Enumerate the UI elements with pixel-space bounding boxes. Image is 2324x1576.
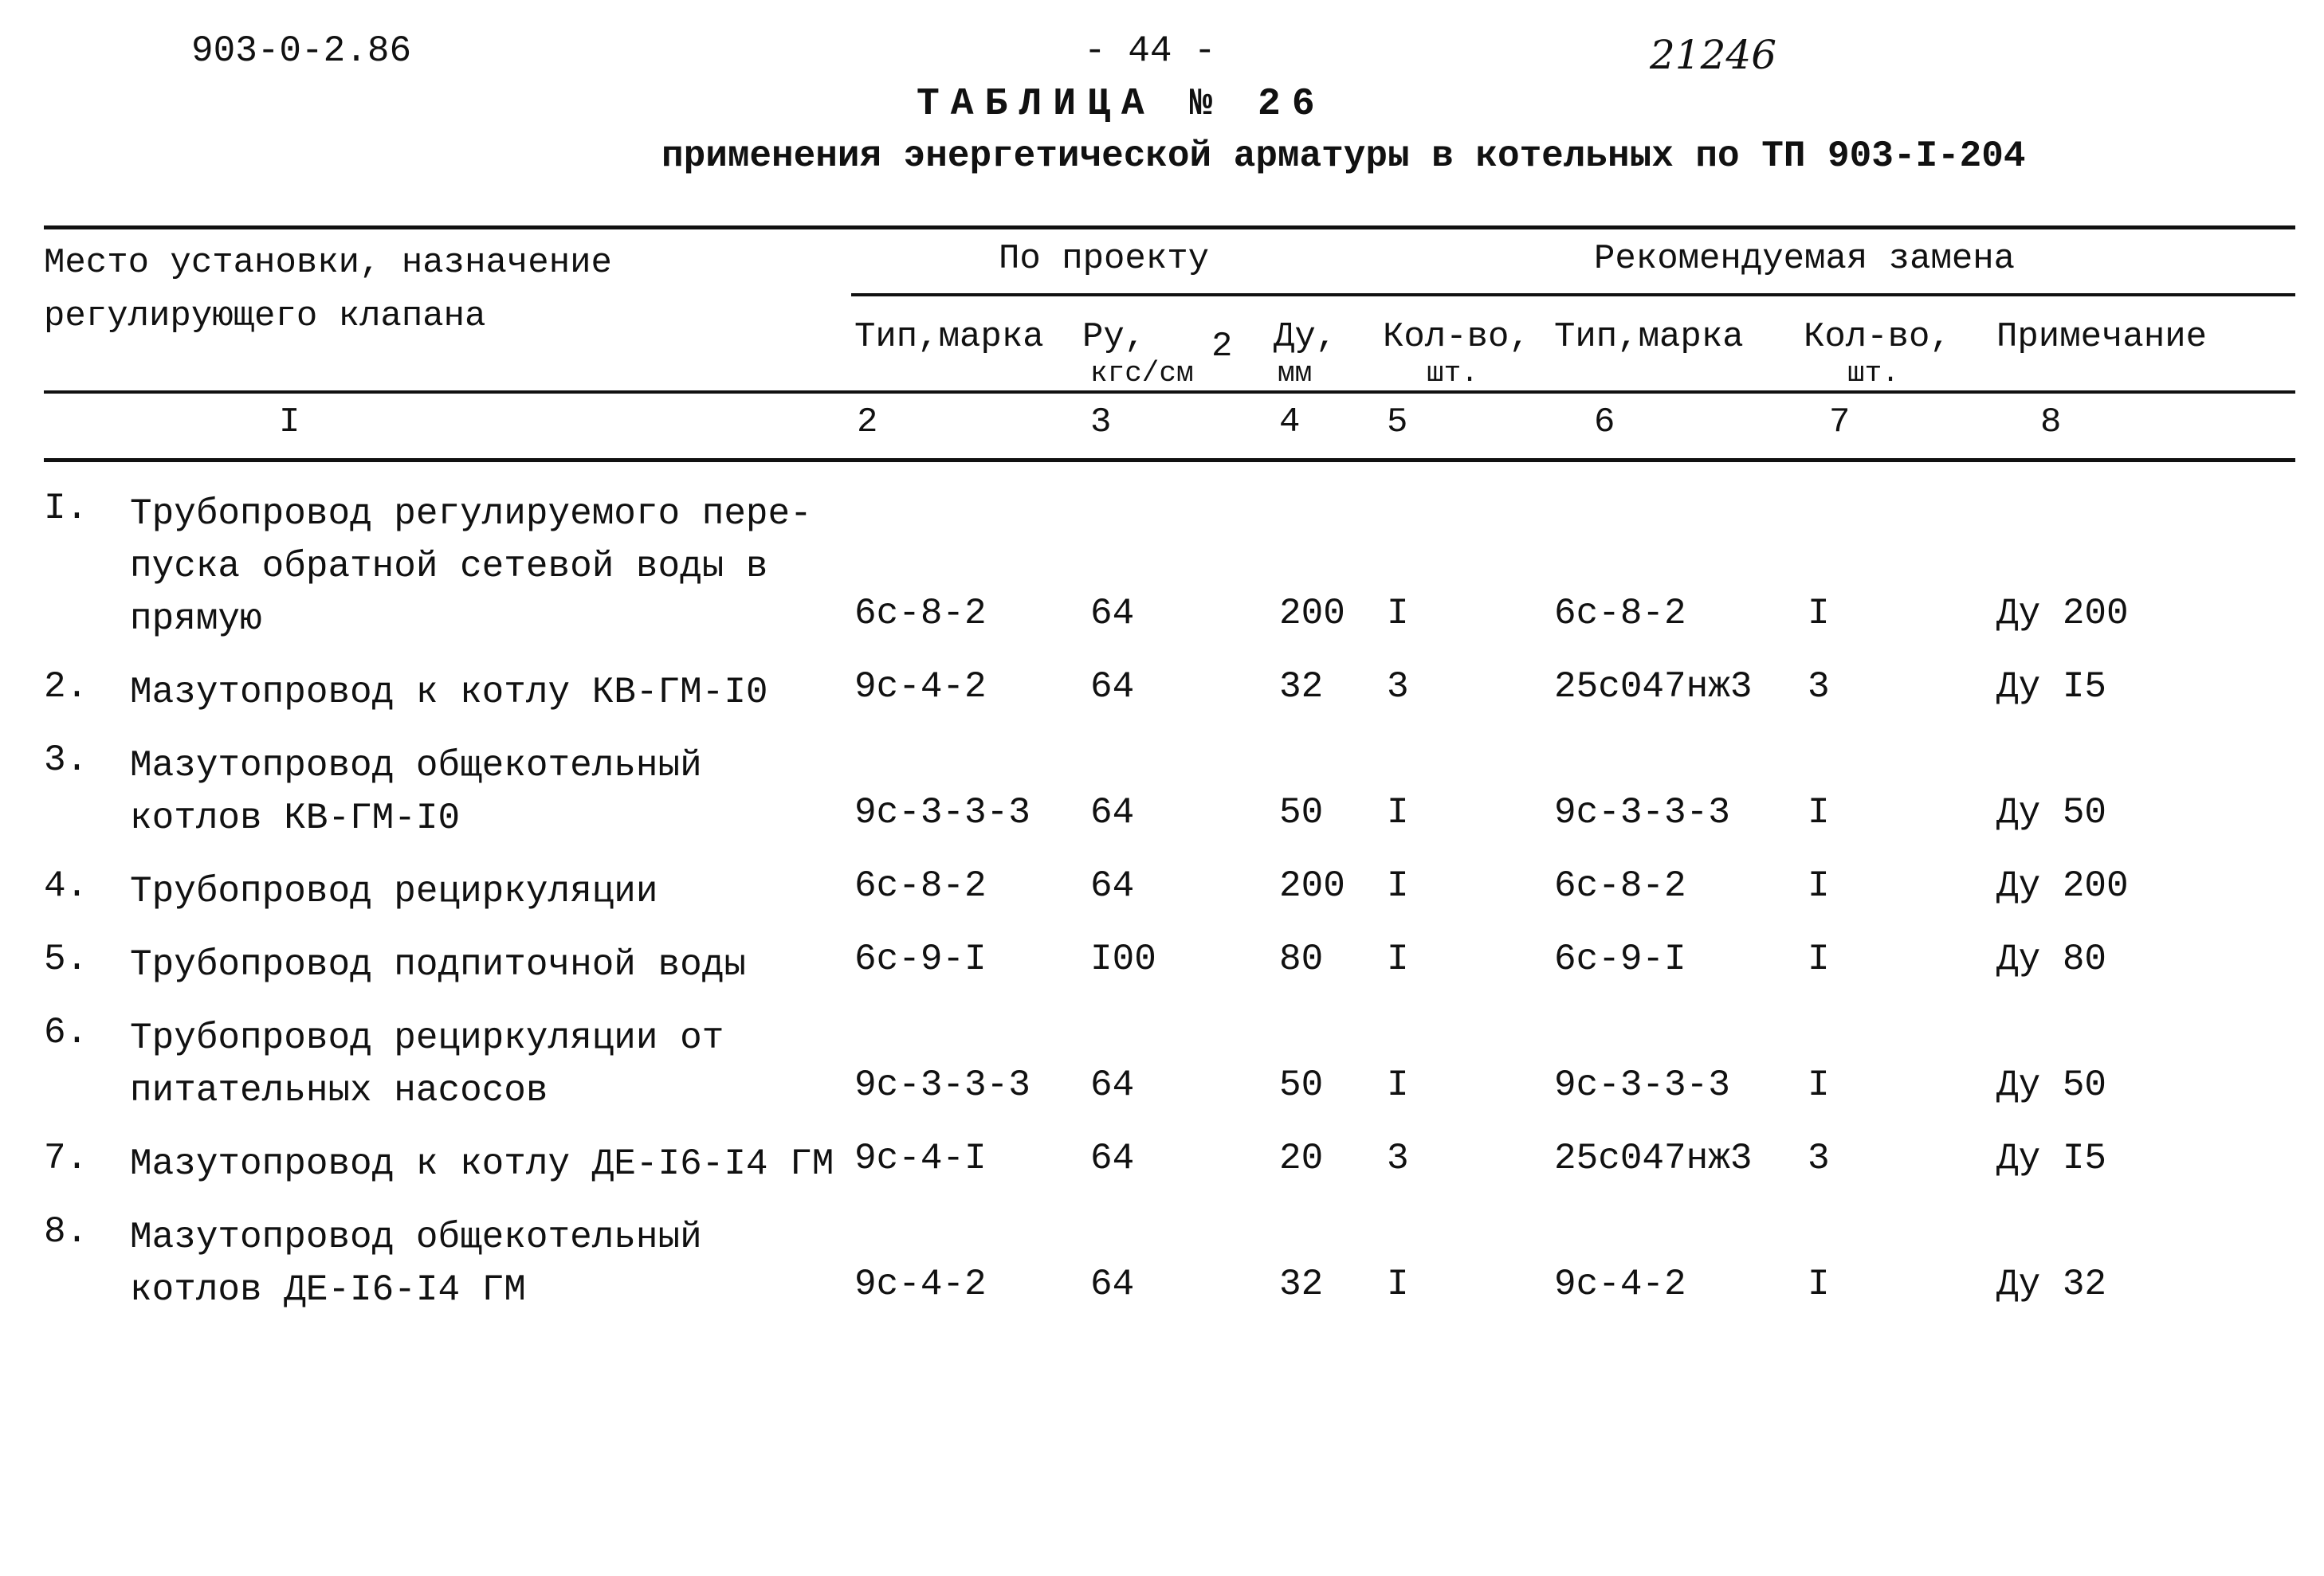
col4-header: Ду, [1274,317,1337,357]
table-subtitle: применения энергетической арматуры в котельных по ТП 903-I-204 [661,135,2026,177]
replacement-type-cell: 6с-9-I [1554,939,1686,980]
replacement-quantity-cell: 3 [1808,1138,1830,1179]
column-number-8: 8 [2040,402,2062,442]
column-number-1: I [279,402,300,442]
row-description-line: питательных насосов [130,1070,548,1111]
diameter-cell: 80 [1279,939,1324,980]
table-title: ТАБЛИЦА № 26 [917,83,1326,126]
replacement-type-cell: 6с-8-2 [1554,593,1686,634]
pressure-cell: 64 [1090,792,1135,833]
replacement-quantity-cell: I [1808,593,1830,634]
replacement-type-cell: 6с-8-2 [1554,865,1686,907]
col7-header-unit: шт. [1847,357,1899,390]
replacement-quantity-cell: 3 [1808,666,1830,708]
quantity-cell: 3 [1387,1138,1409,1179]
table-top-rule [44,225,2295,229]
note-cell: Ду 200 [1996,865,2129,907]
row-description-line: Трубопровод подпиточной воды [130,944,746,986]
column-number-6: 6 [1594,402,1615,442]
note-cell: Ду I5 [1996,1138,2107,1179]
note-cell: Ду 32 [1996,1264,2107,1305]
replacement-type-cell: 9с-3-3-3 [1554,1064,1730,1106]
row-number: 5. [44,939,88,980]
row-description-line: Трубопровод рециркуляции [130,871,658,912]
type-mark-cell: 6с-9-I [854,939,987,980]
row-description-line: Мазутопровод общекотельный [130,1217,702,1258]
pressure-cell: 64 [1090,865,1135,907]
col5-header: Кол-во, [1383,317,1530,357]
document-code: 903-0-2.86 [191,30,412,72]
project-group-header: По проекту [999,239,1210,279]
quantity-cell: I [1387,792,1409,833]
diameter-cell: 200 [1279,593,1345,634]
diameter-cell: 50 [1279,1064,1324,1106]
type-mark-cell: 9с-3-3-3 [854,1064,1030,1106]
col8-header: Примечание [1996,317,2208,357]
type-mark-cell: 9с-4-2 [854,1264,987,1305]
pressure-cell: I00 [1090,939,1156,980]
row-number: 8. [44,1211,88,1253]
replacement-quantity-cell: I [1808,792,1830,833]
quantity-cell: 3 [1387,666,1409,708]
pressure-cell: 64 [1090,666,1135,708]
col5-header-unit: шт. [1427,357,1478,390]
replacement-group-header: Рекомендуемая замена [1594,239,2016,279]
diameter-cell: 32 [1279,1264,1324,1305]
replacement-type-cell: 9с-4-2 [1554,1264,1686,1305]
replacement-quantity-cell: I [1808,1264,1830,1305]
sheet-number: 21246 [1650,32,1777,78]
row-description-line: Мазутопровод общекотельный [130,745,702,786]
row-number: 4. [44,865,88,907]
column-number-3: 3 [1090,402,1112,442]
row-description-line: котлов ДЕ-I6-I4 ГМ [130,1269,526,1311]
note-cell: Ду 50 [1996,1064,2107,1106]
replacement-quantity-cell: I [1808,939,1830,980]
type-mark-cell: 9с-4-I [854,1138,987,1179]
col1-header-line2: регулирующего клапана [44,296,486,336]
type-mark-cell: 6с-8-2 [854,865,987,907]
replacement-quantity-cell: I [1808,1064,1830,1106]
replacement-type-cell: 9с-3-3-3 [1554,792,1730,833]
note-cell: Ду 200 [1996,593,2129,634]
row-description-line: пуска обратной сетевой воды в [130,546,768,587]
row-description-line: Мазутопровод к котлу ДЕ-I6-I4 ГМ [130,1143,834,1185]
row-description-line: Мазутопровод к котлу КВ-ГМ-I0 [130,672,768,713]
type-mark-cell: 6с-8-2 [854,593,987,634]
diameter-cell: 50 [1279,792,1324,833]
column-number-4: 4 [1279,402,1301,442]
row-description-line: прямую [130,598,262,640]
replacement-type-cell: 25с047нж3 [1554,666,1753,708]
col3-header-exponent: 2 [1211,327,1233,367]
col3-header-unit: кгс/см [1090,357,1194,390]
col2-header: Тип,марка [854,317,1044,357]
type-mark-cell: 9с-4-2 [854,666,987,708]
replacement-quantity-cell: I [1808,865,1830,907]
column-number-5: 5 [1387,402,1408,442]
row-number: 6. [44,1012,88,1053]
note-cell: Ду 80 [1996,939,2107,980]
col7-header: Кол-во, [1804,317,1951,357]
group-header-rule [851,293,2295,296]
replacement-type-cell: 25с047нж3 [1554,1138,1753,1179]
column-number-7: 7 [1829,402,1851,442]
quantity-cell: I [1387,939,1409,980]
note-cell: Ду I5 [1996,666,2107,708]
row-description-line: Трубопровод рециркуляции от [130,1017,724,1059]
row-number: 7. [44,1138,88,1179]
page-number: - 44 - [1084,30,1216,72]
diameter-cell: 32 [1279,666,1324,708]
col6-header: Тип,марка [1554,317,1744,357]
col3-header: Ру, [1082,317,1146,357]
quantity-cell: I [1387,593,1409,634]
quantity-cell: I [1387,865,1409,907]
pressure-cell: 64 [1090,1264,1135,1305]
row-description-line: котлов КВ-ГМ-I0 [130,798,461,839]
note-cell: Ду 50 [1996,792,2107,833]
row-description-line: Трубопровод регулируемого пере- [130,493,812,535]
header-bottom-rule [44,390,2295,394]
row-number: 2. [44,666,88,708]
quantity-cell: I [1387,1064,1409,1106]
quantity-cell: I [1387,1264,1409,1305]
col4-header-unit: мм [1278,357,1313,390]
column-numbers-rule [44,458,2295,462]
diameter-cell: 200 [1279,865,1345,907]
type-mark-cell: 9с-3-3-3 [854,792,1030,833]
pressure-cell: 64 [1090,1064,1135,1106]
diameter-cell: 20 [1279,1138,1324,1179]
column-number-2: 2 [857,402,878,442]
col1-header-line1: Место установки, назначение [44,243,612,283]
pressure-cell: 64 [1090,1138,1135,1179]
row-number: 3. [44,739,88,781]
pressure-cell: 64 [1090,593,1135,634]
row-number: I. [44,488,88,529]
